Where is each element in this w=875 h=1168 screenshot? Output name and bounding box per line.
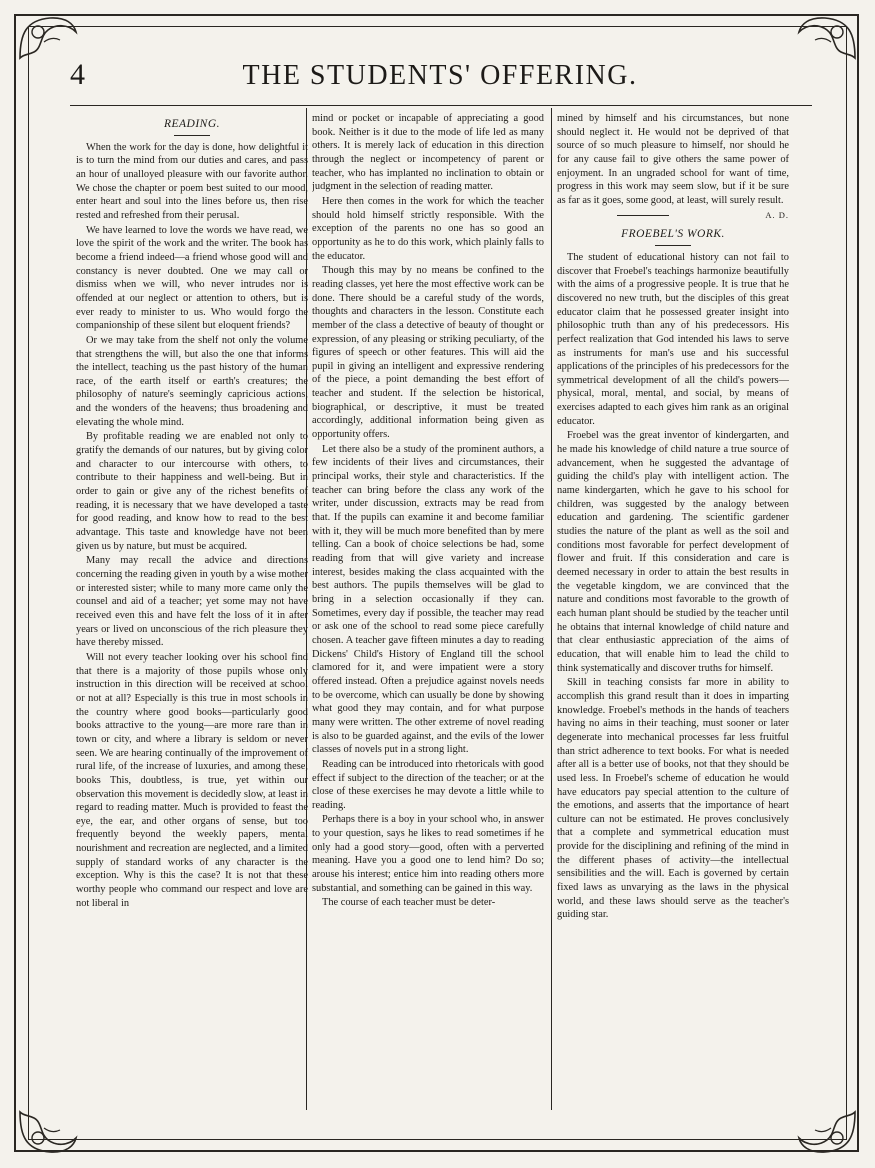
paragraph: By profitable reading we are enabled not only to gratify the demands of our natures, but by giving color and character to our intercourse with others, to contribute to their happiness and well-being. But in order to gain or give any of the richest benefits of reading, it is necessary that we have developed a taste for good reading, and know how to read to the best advantage. This taste and knowledge have not been given us by nature, but must be acquired. xyxy=(76,431,308,552)
paragraph: Froebel was the great inventor of kindergarten, and he made his knowledge of child nature a true source of advancement, when he suggested the advantage of guiding the child's play with intelligent action. The name kindergarten, which he gave to his school for children, was suggested by the analogy between education and gardening. The scientific gardener studies the nature of the plant as well as the soil and conditions most favorable for perfect development of flower and fruit. If this consideration and care is deemed necessary in order to attain the best results in the vegetable kingdom, we are convinced that the nature and conditions most favorable to the growth of each human plant should be studied by the teacher until he obtains that internal knowledge of child nature and that clear enthusiastic appreciation of the aims of education, that will enable him to lead the child to think systematically and discover truths for himself. xyxy=(557,430,789,674)
corner-ornament-icon xyxy=(795,1108,859,1156)
paragraph: Though this may by no means be confined to the reading classes, yet here the most effective work can be done. There should be a careful study of the words, thoughts and characters in the lesson. Constitute each member of the class a detective of beauty of thought or expression, of any pleasing or striking peculiarty, of the figures of speech or other features. This will aid the pupil in giving an intelligent and expressive rendering of the piece, a point demanding the best effort of teacher and student. If the selection be historical, biographical, or descriptive, it must be treated accordingly, additional information being given as opportunity offers. xyxy=(312,265,544,441)
paragraph: Here then comes in the work for which the teacher should hold himself strictly responsible. With the exception of the parents no one has so good an opportunity as he to do this work, which plainly falls to the educator. xyxy=(312,195,544,262)
column-2 xyxy=(312,112,544,1112)
heading-rule xyxy=(174,135,210,136)
signature-rule xyxy=(617,215,669,216)
article-heading-reading: READING. xyxy=(163,118,221,130)
paragraph: Or we may take from the shelf not only the volume that strengthens the will, but also the one that informs the intellect, teaching us the past history of the human race, of the earth itself or earth's creatures; the philosophy of nature's seemingly capricious actions, and the wonders of the heavens; thus broadening and elevating the whole mind. xyxy=(76,334,308,428)
masthead xyxy=(70,56,810,106)
column-3 xyxy=(557,112,789,1112)
paragraph: mind or pocket or incapable of appreciating a good book. Neither is it due to the mode of life led as many others. It is merely lack of education in this direction through the neglect or incompetency of parent or teacher, who has implanted no inclination to obtain or judgment in the selection of reading matter. xyxy=(312,113,544,193)
paragraph: Skill in teaching consists far more in ability to accomplish this grand result than it does in imparting knowledge. Froebel's methods in the hands of teachers having no aims in their teaching, must sooner or later degenerate into mechanical processes far less fruitful than strict adherence to text books. For what is needed after all is a better use of books, not that they should be used less. In Froebel's scheme of education he would have educators pay special attention to the culture of the emotions, and asserts that the importance of heart culture can not be estimated. He proves conclusively that a complete and symmetrical education must provide for the disciplining and refining of the mind in the different phases of activity—the intellectual sensibilities and the will. Each is governed by certain fixed laws as unvarying as the laws in the physical world, and these laws should serve as the teacher's guiding star. xyxy=(557,677,789,921)
corner-ornament-icon xyxy=(16,14,80,62)
author-signature: A. D. xyxy=(765,209,789,220)
page-number: 4 xyxy=(70,58,85,91)
column-rule xyxy=(551,108,552,1110)
corner-ornament-icon xyxy=(795,14,859,62)
heading-rule xyxy=(655,245,691,246)
header-rule xyxy=(70,105,812,106)
publication-title: THE STUDENTS' OFFERING. xyxy=(242,60,638,91)
paragraph: We have learned to love the words we have read, we love the spirit of the work and the writer. The book has become a friend indeed—a friend whose good will and constancy is never doubted. One we may call or dismiss when we will, who never intrudes nor is offended at our neglect or attention to others, but is ever ready to minister to us. Who would forgo the companionship of these silent but eloquent friends? xyxy=(76,224,308,332)
article-heading-froebel: FROEBEL'S WORK. xyxy=(621,228,725,241)
paragraph: Reading can be introduced into rhetoricals with good effect if subject to the direction of the teacher; or at the close of these exercises he may devote a little while to reading. xyxy=(312,758,544,811)
paragraph: mined by himself and his circumstances, but none should neglect it. He would not be deprived of that source of so much pleasure to himself, nor should he for any cause fail to give others the same power of enjoyment. In an ungraded school for want of time, progress in this work may seem slow, but if it be sure as far as it goes, some good, at least, will surely result. xyxy=(557,113,789,206)
paragraph: Perhaps there is a boy in your school who, in answer to your question, says he likes to read sometimes if he only had a good story—good, often with a perverted meaning. Have you a good one to lend him? Do so; arouse his interest; entice him into reading others more substantial, and something can be gained in this way. xyxy=(312,814,544,894)
paragraph: Many may recall the advice and directions concerning the reading given in youth by a wise mother or interested sister; while to many more came only the counsel and aid of a teacher; yet some may not have received even this and have felt the loss of it in after years or lived on unconscious of the rich pleasure they have thereby missed. xyxy=(76,555,308,649)
paragraph: The course of each teacher must be deter- xyxy=(322,897,496,909)
paragraph: The student of educational history can not fail to discover that Froebel's teachings harmonize beautifully with the aims of a progressive people. It is true that he discovered no new truth, but the disciples of this great educator claim that he possessed greater insight into philosophic truth than any of his predecessors. His perfect realization that God intended his laws to serve as instruments for man's use and his successful applications of the principles of his predecessors for the symmetrical development of all the child's powers—physical, moral, mental, and social, by means of exercises adapted to each gives him rank as an original educator. xyxy=(557,251,789,427)
paragraph: Will not every teacher looking over his school find that there is a majority of those pupils whose only instruction in this direction will be received at school or not at all? Especially is this true in most schools in the country where good books—particularly good books attractive to the young—are more rare than in town or city, and where a library is seldom or never seen. We are hearing continually of the improvement of rural life, of the increase of luxuries, and among these, books This, doubtless, is true, yet within our observation this movement is decidedly slow, at least in regard to reading matter. Much is provided to feast the eye, the ear, and other organs of sense, but too frequently beyond the weekly papers, mental nourishment and recreation are neglected, and a limited supply of standard works of any character is the exception. Why is this the case? It is not that these worthy people who command our respect and love are not liberal in xyxy=(76,651,308,909)
column-1 xyxy=(76,112,308,1112)
paragraph: Let there also be a study of the prominent authors, a few incidents of their lives and circumstances, their principal works, their style and characteristics. If the teacher can bring before the class any work of the writer, under discussion, extracts may be read from that. If the pupils can examine it and become familiar with it, they will be much more benefited than by mere telling. Can a book of choice selections be had, some reading from that will give variety and increase interest, besides making the class acquainted with the best authors. The pupils themselves will be glad to bring in a selection occasionally if they can. Sometimes, every day if possible, the teacher may read or ask one of the school to read some piece carefully chosen. A teacher gave fifteen minutes a day to reading Dickens' Child's History of England till the school clamored for it, and were impatient were a story offered instead. Often a prejudice against novels needs to be overcome, which can usually be done by showing what good they may contain, and for what purpose many were written. The other extreme of novel reading is also to be guarded against, and the evils of the lower classes of novels put in a strong light. xyxy=(312,443,544,756)
corner-ornament-icon xyxy=(16,1108,80,1156)
paragraph: When the work for the day is done, how delightful it is to turn the mind from our duties and cares, and pass an hour of unalloyed pleasure with our favorite author. We chose the chapter or poem best suited to our mood, enter heart and soul into the lines before us, then rise rested and refreshed from their perusal. xyxy=(76,141,308,221)
signature-line xyxy=(557,209,789,223)
